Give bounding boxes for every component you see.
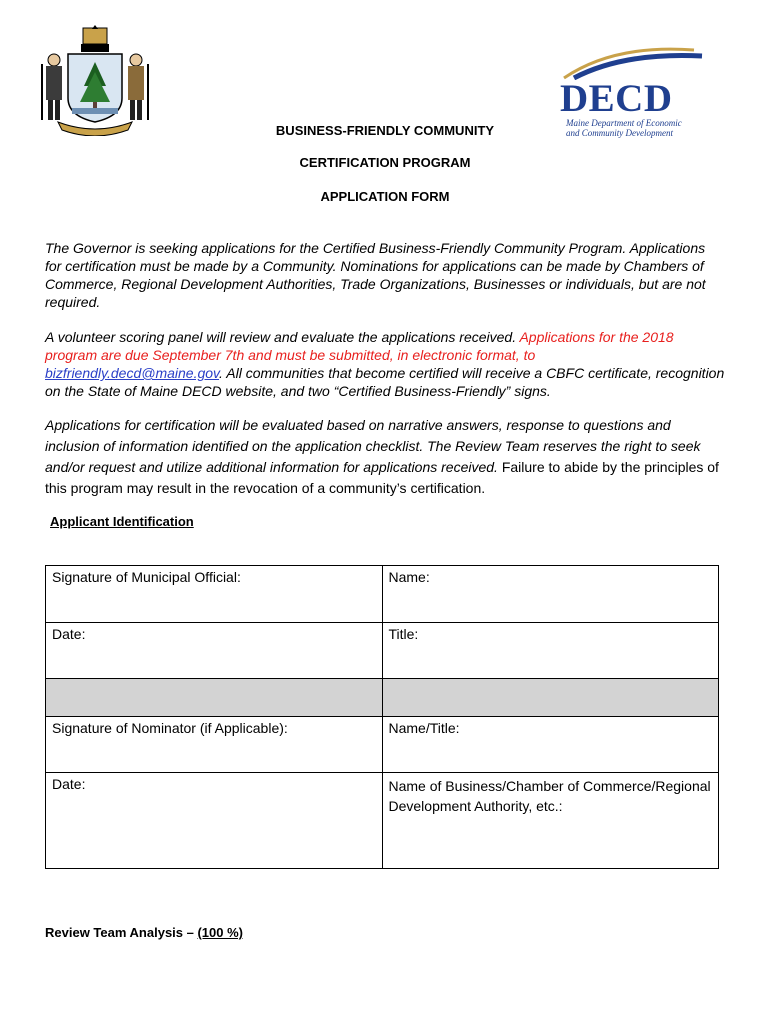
- municipal-signature-field[interactable]: Signature of Municipal Official:: [46, 566, 383, 623]
- seal-figure-left: [42, 54, 62, 120]
- deadline-text-1: A volunteer scoring panel will review and evaluate the applications received.: [45, 329, 520, 345]
- table-row: [46, 717, 719, 773]
- title-line-1: BUSINESS-FRIENDLY COMMUNITY: [275, 123, 495, 138]
- nominator-name-title-field[interactable]: Name/Title:: [382, 717, 719, 773]
- title-line-3: APPLICATION FORM: [320, 189, 450, 204]
- table-row: [46, 623, 719, 679]
- municipal-name-field[interactable]: Name:: [382, 566, 719, 623]
- email-link[interactable]: bizfriendly.decd@maine.gov: [45, 365, 220, 381]
- deadline-paragraph: [45, 328, 725, 400]
- evaluation-normal-text: Failure to abide by the principles of this program may result in the revocation of a community’s certification.: [45, 459, 719, 496]
- table-row: [46, 566, 719, 623]
- business-name-field[interactable]: Name of Business/Chamber of Commerce/Regional Development Authority, etc.:: [382, 773, 719, 869]
- seal-crest: [81, 25, 109, 52]
- decd-logo-text: DECD: [560, 77, 673, 120]
- decd-subtitle-line2: and Community Development: [566, 128, 673, 138]
- intro-paragraph: The Governor is seeking applications for the Certified Business-Friendly Community Program. Applications for certification must be made by a Community. Nominations for applications can be made by Chambers of Commerce, Regional Development Authorities, Trade Organizations, Businesses or individuals, but are not required.: [45, 240, 706, 310]
- review-percent: (100 %): [197, 925, 243, 940]
- evaluation-paragraph: [45, 415, 725, 499]
- evaluation-italic-text: Applications for certification will be evaluated based on narrative answers, response to questions and inclusion of information identified on the application checklist. The Review Team reserves the right to seek and/or request and utilize additional information for applications received.: [45, 417, 701, 475]
- review-team-analysis-title: [45, 925, 243, 940]
- municipal-date-field[interactable]: Date:: [46, 623, 383, 679]
- title-line-2: CERTIFICATION PROGRAM: [299, 155, 471, 170]
- municipal-title-field[interactable]: Title:: [382, 623, 719, 679]
- table-row: [46, 773, 719, 869]
- decd-subtitle-line1: Maine Department of Economic: [566, 118, 682, 128]
- decd-swoosh-icon: [554, 40, 704, 80]
- applicant-identification-table: [45, 565, 719, 869]
- applicant-identification-title: Applicant Identification: [50, 514, 194, 529]
- seal-figure-right: [128, 54, 148, 120]
- table-row-shaded: [46, 679, 719, 717]
- maine-state-seal: [36, 24, 154, 136]
- nominator-signature-field[interactable]: Signature of Nominator (if Applicable):: [46, 717, 383, 773]
- review-title-text: Review Team Analysis –: [45, 925, 198, 940]
- seal-shield: [68, 54, 122, 122]
- shaded-cell-left: [46, 679, 383, 717]
- shaded-cell-right: [382, 679, 719, 717]
- deadline-text-2: . All communities that become certified will receive a CBFC certificate, recognition on the State of Maine DECD website, and two “Certified Business-Friendly” signs.: [45, 365, 725, 399]
- nominator-date-field[interactable]: Date:: [46, 773, 383, 869]
- deadline-red-text: Applications for the 2018 program are due September 7th and must be submitted, in electronic format, to: [45, 329, 674, 363]
